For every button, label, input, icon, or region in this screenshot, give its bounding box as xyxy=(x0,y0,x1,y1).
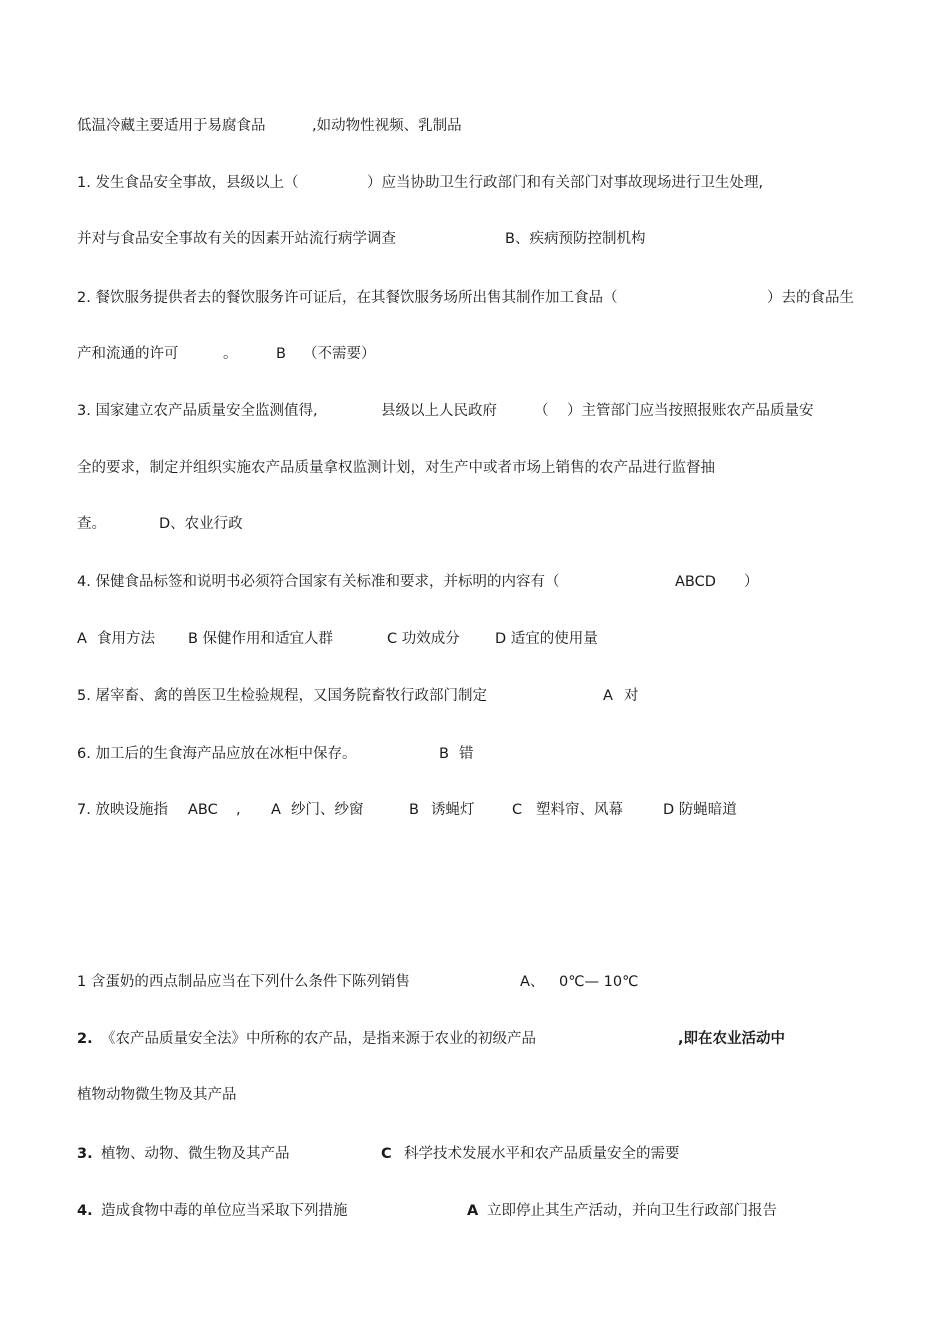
text-segment: 并对与食品安全事故有关的因素开站流行病学调查 xyxy=(77,231,396,247)
text-segment: ）主管部门应当按照报账农产品质量安 xyxy=(567,403,814,419)
answer-text: ABCD xyxy=(675,574,716,590)
option-label: C xyxy=(381,1146,392,1162)
answer-text: B xyxy=(439,746,449,762)
option-text: D 适宜的使用量 xyxy=(495,631,598,647)
text-segment: 。 xyxy=(223,346,238,362)
question-number: 2. xyxy=(77,1031,93,1047)
answer-text: （不需要） xyxy=(303,346,376,362)
text-segment: ,如动物性视频、乳制品 xyxy=(312,118,462,134)
option-text: B 保健作用和适宜人群 xyxy=(188,631,334,647)
answer-text: 错 xyxy=(459,746,474,762)
option-text: 诱蝇灯 xyxy=(431,802,475,818)
option-text: D 防蝇暗道 xyxy=(663,802,737,818)
option-text: 纱门、纱窗 xyxy=(291,802,364,818)
text-segment: 6. 加工后的生食海产品应放在冰柜中保存。 xyxy=(77,746,357,762)
text-segment: 3. 国家建立农产品质量安全监测值得, xyxy=(77,403,318,419)
text-segment: 《农产品质量安全法》中所称的农产品，是指来源于农业的初级产品 xyxy=(101,1031,536,1047)
text-segment: 造成食物中毒的单位应当采取下列措施 xyxy=(101,1203,348,1219)
option-text: C 功效成分 xyxy=(387,631,460,647)
text-segment: ）应当协助卫生行政部门和有关部门对事故现场进行卫生处理, xyxy=(367,175,764,191)
text-segment: 2. 餐饮服务提供者去的餐饮服务许可证后，在其餐饮服务场所出售其制作加工食品（ xyxy=(77,290,618,306)
text-segment: 植物动物微生物及其产品 xyxy=(77,1087,237,1103)
text-segment: 4. 保健食品标签和说明书必须符合国家有关标准和要求，并标明的内容有（ xyxy=(77,574,560,590)
text-segment: 7. 放映设施指 xyxy=(77,802,168,818)
text-segment: 低温冷藏主要适用于易腐食品 xyxy=(77,118,266,134)
answer-text: B、疾病预防控制机构 xyxy=(505,231,646,247)
answer-text: A xyxy=(603,688,613,704)
option-label: B xyxy=(409,802,419,818)
text-segment: 1 含蛋奶的西点制品应当在下列什么条件下陈列销售 xyxy=(77,974,410,990)
option-text: 食用方法 xyxy=(97,631,155,647)
answer-text: 科学技术发展水平和农产品质量安全的需要 xyxy=(404,1146,680,1162)
text-segment: 县级以上人民政府 xyxy=(381,403,497,419)
text-segment: ） xyxy=(744,574,759,590)
answer-text: D、农业行政 xyxy=(159,516,243,532)
text-segment: 全的要求，制定并组织实施农产品质量拿权监测计划，对生产中或者市场上销售的农产品进行监督抽 xyxy=(77,460,715,476)
question-3-continued xyxy=(77,458,715,518)
question-number: 3. xyxy=(77,1146,93,1162)
section2-question-4 xyxy=(77,1201,777,1321)
question-number: 4. xyxy=(77,1203,93,1219)
text-segment: 5. 屠宰畜、禽的兽医卫生检验规程，又国务院畜牧行政部门制定 xyxy=(77,688,487,704)
answer-text: 0℃— 10℃ xyxy=(559,974,639,990)
answer-text: B xyxy=(276,346,286,362)
text-segment: （ xyxy=(534,403,549,419)
text-segment: 查。 xyxy=(77,516,106,532)
section2-question-2-continued xyxy=(77,1085,237,1145)
option-label: A xyxy=(271,802,281,818)
answer-text: 立即停止其生产活动，并向卫生行政部门报告 xyxy=(487,1203,777,1219)
text-segment: 植物、动物、微生物及其产品 xyxy=(101,1146,290,1162)
answer-text: ABC xyxy=(188,802,218,818)
text-segment: ,即在农业活动中 xyxy=(678,1031,786,1047)
text-segment: 1. 发生食品安全事故，县级以上（ xyxy=(77,175,299,191)
option-text: 塑料帘、风幕 xyxy=(536,802,623,818)
option-label: C xyxy=(512,802,523,818)
text-segment: 产和流通的许可 xyxy=(77,346,179,362)
option-label: A xyxy=(467,1203,479,1219)
text-segment: ）去的食品生 xyxy=(767,290,854,306)
text-segment: , xyxy=(236,802,241,818)
answer-text: A、 xyxy=(520,974,545,990)
option-label: A xyxy=(77,631,87,647)
answer-text: 对 xyxy=(624,688,639,704)
